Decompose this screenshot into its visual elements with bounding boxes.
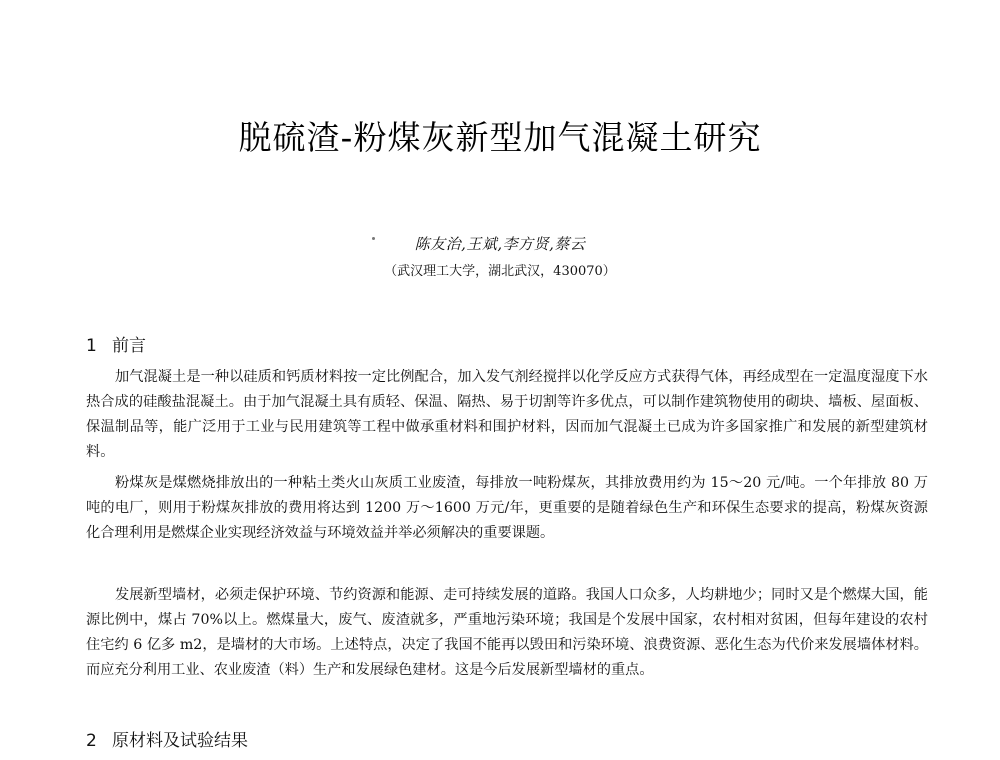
paragraph: 粉煤灰是煤燃烧排放出的一种粘土类火山灰质工业废渣，每排放一吨粉煤灰，其排放费用约为 15～20 元/吨。一个年排放 80 万吨的电厂，则用于粉煤灰排放的费用将达到 1200 万～1600 万元/年，更重要的是随着绿色生产和环保生态要求的提高，粉煤灰资源化合理利用是燃煤企业实现经济效益与环境效益并举必须解决的重要课题。 (86, 475, 928, 541)
section-title: 原材料及试验结果 (112, 731, 248, 751)
section-number: 2 (86, 731, 97, 751)
affiliation: （武汉理工大学，湖北武汉，430070） (384, 264, 616, 279)
section-heading-materials (86, 726, 248, 751)
section-heading-introduction (86, 331, 146, 356)
paragraph: 加气混凝土是一种以硅质和钙质材料按一定比例配合，加入发气剂经搅拌以化学反应方式获得气体，再经成型在一定温度湿度下水热合成的硅酸盐混凝土。由于加气混凝土具有质轻、保温、隔热、易于切割等许多优点，可以制作建筑物使用的砌块、墙板、屋面板、保温制品等，能广泛用于工业与民用建筑等工程中做承重材料和围护材料，因而加气混凝土已成为许多国家推广和发展的新型建筑材料。 (86, 369, 928, 460)
paper-title: 脱硫渣-粉煤灰新型加气混凝土研究 (238, 118, 762, 157)
section-title: 前言 (112, 336, 146, 356)
section-number: 1 (86, 336, 97, 356)
paragraph: 发展新型墙材，必须走保护环境、节约资源和能源、走可持续发展的道路。我国人口众多，人均耕地少；同时又是个燃煤大国，能源比例中，煤占 70%以上。燃煤量大，废气、废渣就多，严重地污染环境；我国是个发展中国家，农村相对贫困，但每年建设的农村住宅约 6 亿多 m2，是墙材的大市场。上述特点，决定了我国不能再以毁田和污染环境、浪费资源、恶化生态为代价来发展墙体材料。而应充分利用工业、农业废渣（料）生产和发展绿色建材。这是今后发展新型墙材的重点。 (86, 587, 928, 678)
author-list: 陈友治,王斌,李方贤,蔡云 (414, 235, 586, 253)
